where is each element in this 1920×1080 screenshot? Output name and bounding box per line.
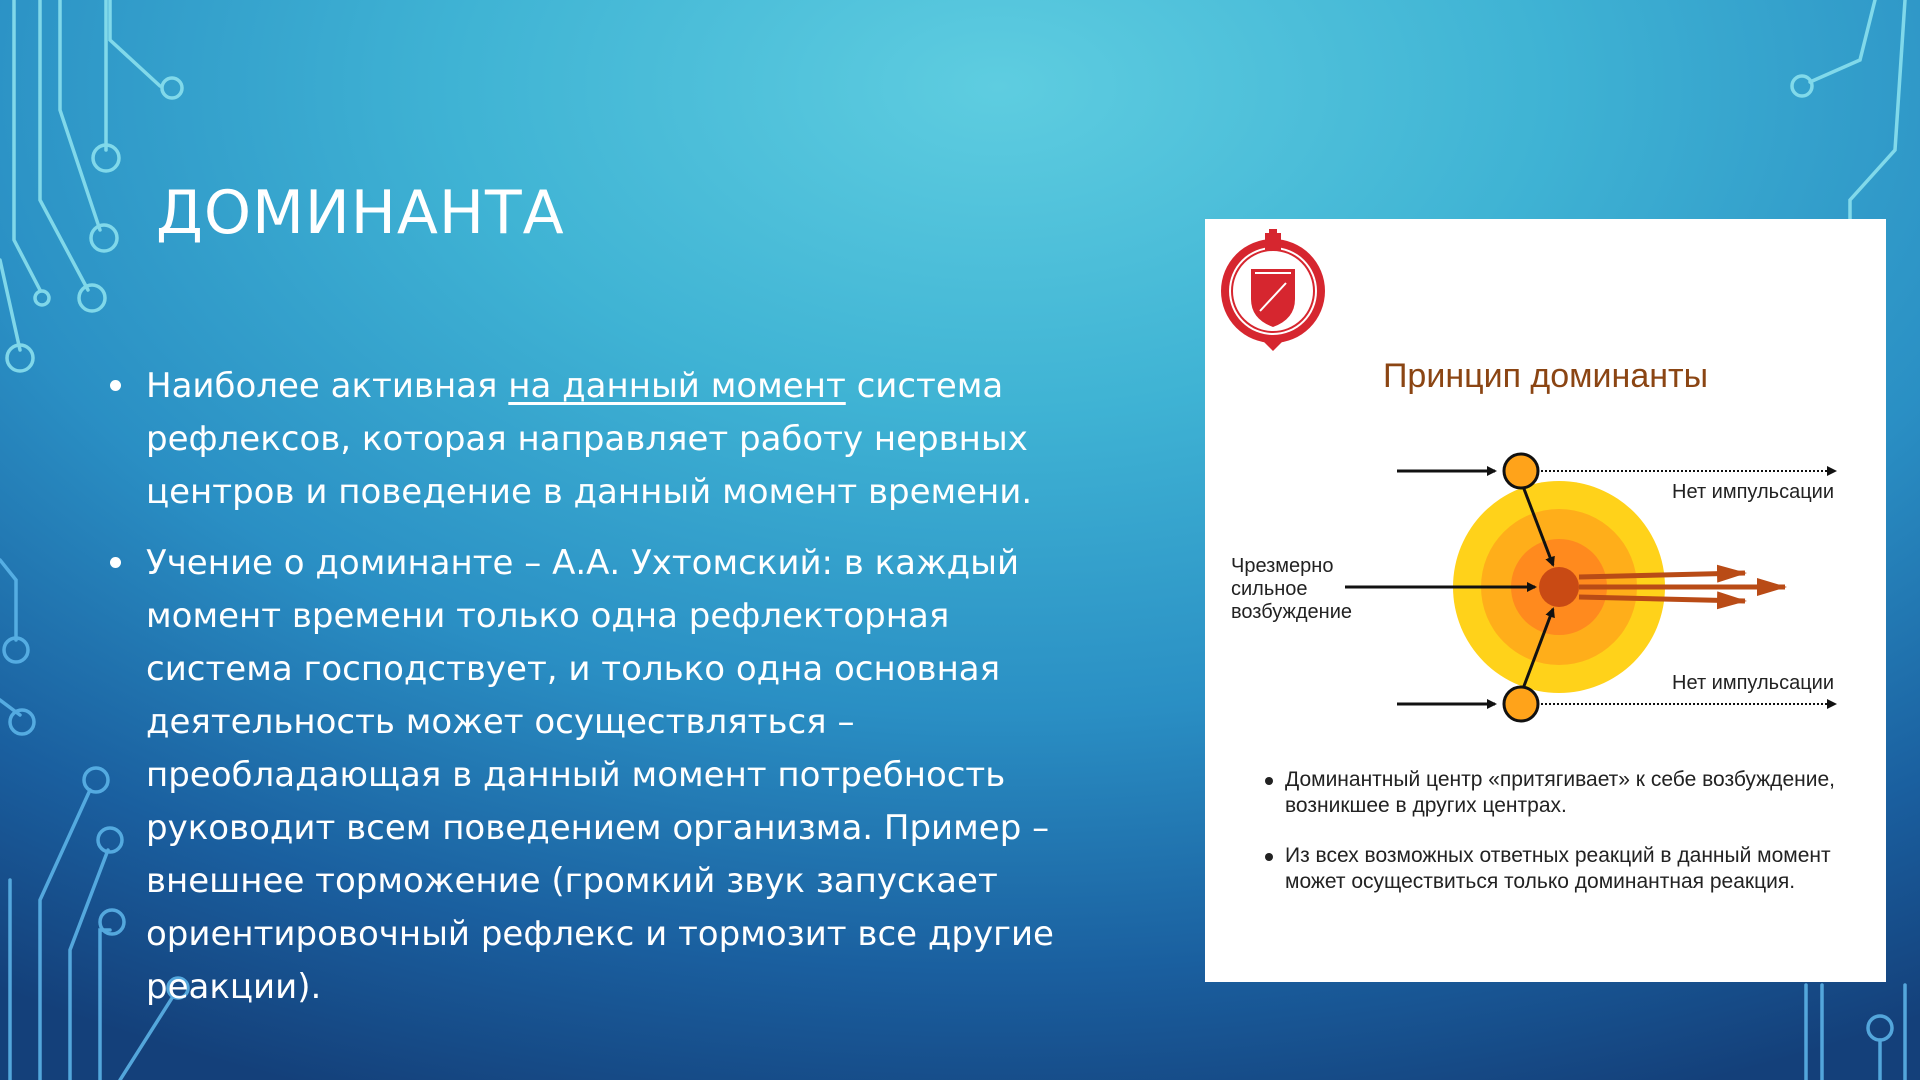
label-no-impulse-top: Нет импульсации [1672,481,1834,503]
figure-notes [1263,767,1863,919]
bullet-item [106,537,1086,1014]
output-arrows [1579,573,1785,601]
note-item: Доминантный центр «притягивает» к себе возбуждение, возникшее в других центрах. [1263,767,1863,819]
bullet-text: Учение о доминанте – А.А. Ухтомский: в каждый момент времени только одна рефлекторная система господствует, и только одна основная деятельность может осуществляться – преобладающая в данный момент потребность руководит всем поведением организма. Пример – внешнее торможение (громкий звук запускает ориентировочный рефлекс и тормозит все другие реакции). [146,543,1054,1007]
note-item: Из всех возможных ответных реакций в данный момент может осуществиться только доминантная реакция. [1263,843,1863,895]
node-bottom [1504,687,1538,721]
bullet-text: система рефлексов, которая направляет работу нервных центров и поведение в данный момент времени. [146,366,1033,512]
figure-title: Принцип доминанты [1382,357,1709,395]
underlined-phrase: на данный момент [508,366,846,406]
bullet-item [106,360,1086,519]
slide-title: ДОМИНАНТА [156,178,565,248]
label-strong-excitation: Чрезмерно сильное возбуждение [1231,555,1352,623]
bullet-list [106,360,1086,1032]
university-crest-icon [1221,229,1325,351]
node-top [1504,454,1538,488]
dominant-principle-figure [1205,219,1886,982]
bullet-text: Наиболее активная [146,366,509,406]
label-no-impulse-bottom: Нет импульсации [1672,672,1834,694]
